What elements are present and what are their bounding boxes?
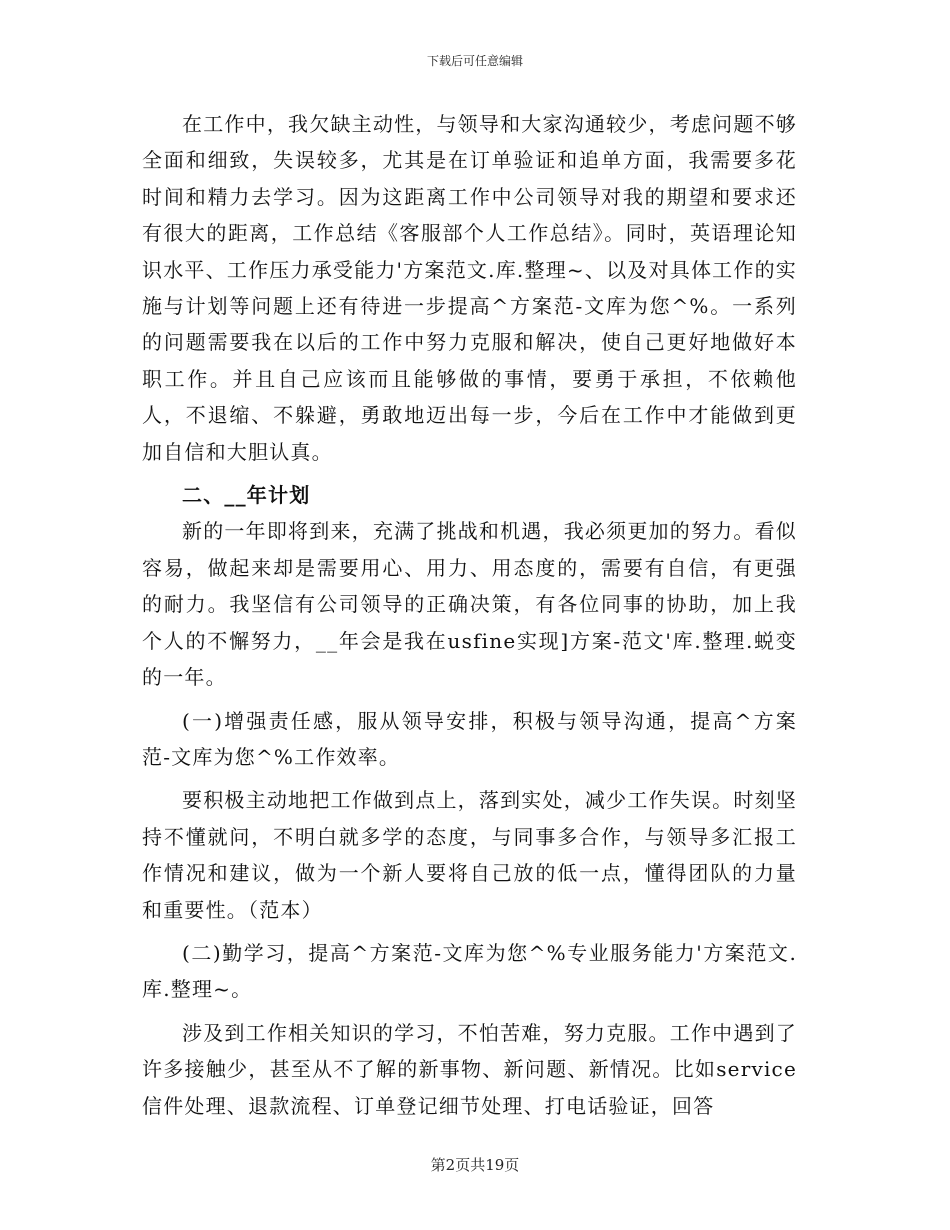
document-body: [142, 106, 797, 1124]
section-heading-plan: 二、__年计划: [182, 483, 311, 508]
paragraph-item-1: (一)增强责任感，服从领导安排，积极与领导沟通，提高^方案范-文库为您^%工作效率。: [142, 708, 797, 769]
paragraph-self-assessment: 在工作中，我欠缺主动性，与领导和大家沟通较少，考虑问题不够全面和细致，失误较多，尤其是在订单验证和追单方面，我需要多花时间和精力去学习。因为这距离工作中公司领导对我的期望和要求还有很大的距离，工作总结《客服部个人工作总结》。同时，英语理论知识水平、工作压力承受能力'方案范文.库.整理~、以及对具体工作的实施与计划等问题上还有待进一步提高^方案范-文库为您^%。一系列的问题需要我在以后的工作中努力克服和解决，使自己更好地做好本职工作。并且自己应该而且能够做的事情，要勇于承担，不依赖他人，不退缩、不躲避，勇敢地迈出每一步，今后在工作中才能做到更加自信和大胆认真。: [142, 112, 797, 464]
paragraph-item-1-detail: 要积极主动地把工作做到点上，落到实处，减少工作失误。时刻坚持不懂就问，不明白就多学的态度，与同事多合作，与领导多汇报工作情况和建议，做为一个新人要将自己放的低一点，懂得团队的力量和重要性。（范本）: [142, 788, 797, 922]
page-header: 下载后可任意编辑: [426, 54, 523, 68]
page-footer: 第2页共19页: [430, 1156, 520, 1174]
paragraph-item-2-detail: 涉及到工作相关知识的学习，不怕苦难，努力克服。工作中遇到了许多接触少，甚至从不了解的新事物、新问题、新情况。比如service信件处理、退款流程、订单登记细节处理、打电话验证，回答: [142, 1020, 797, 1118]
paragraph-new-year: 新的一年即将到来，充满了挑战和机遇，我必须更加的努力。看似容易，做起来却是需要用心、用力、用态度的，需要有自信，有更强的耐力。我坚信有公司领导的正确决策，有各位同事的协助，加上我个人的不懈努力，__年会是我在usfine实现]方案-范文'库.整理.蜕变的一年。: [142, 519, 797, 690]
paragraph-item-2: (二)勤学习，提高^方案范-文库为您^%专业服务能力'方案范文.库.整理~。: [142, 940, 797, 1002]
